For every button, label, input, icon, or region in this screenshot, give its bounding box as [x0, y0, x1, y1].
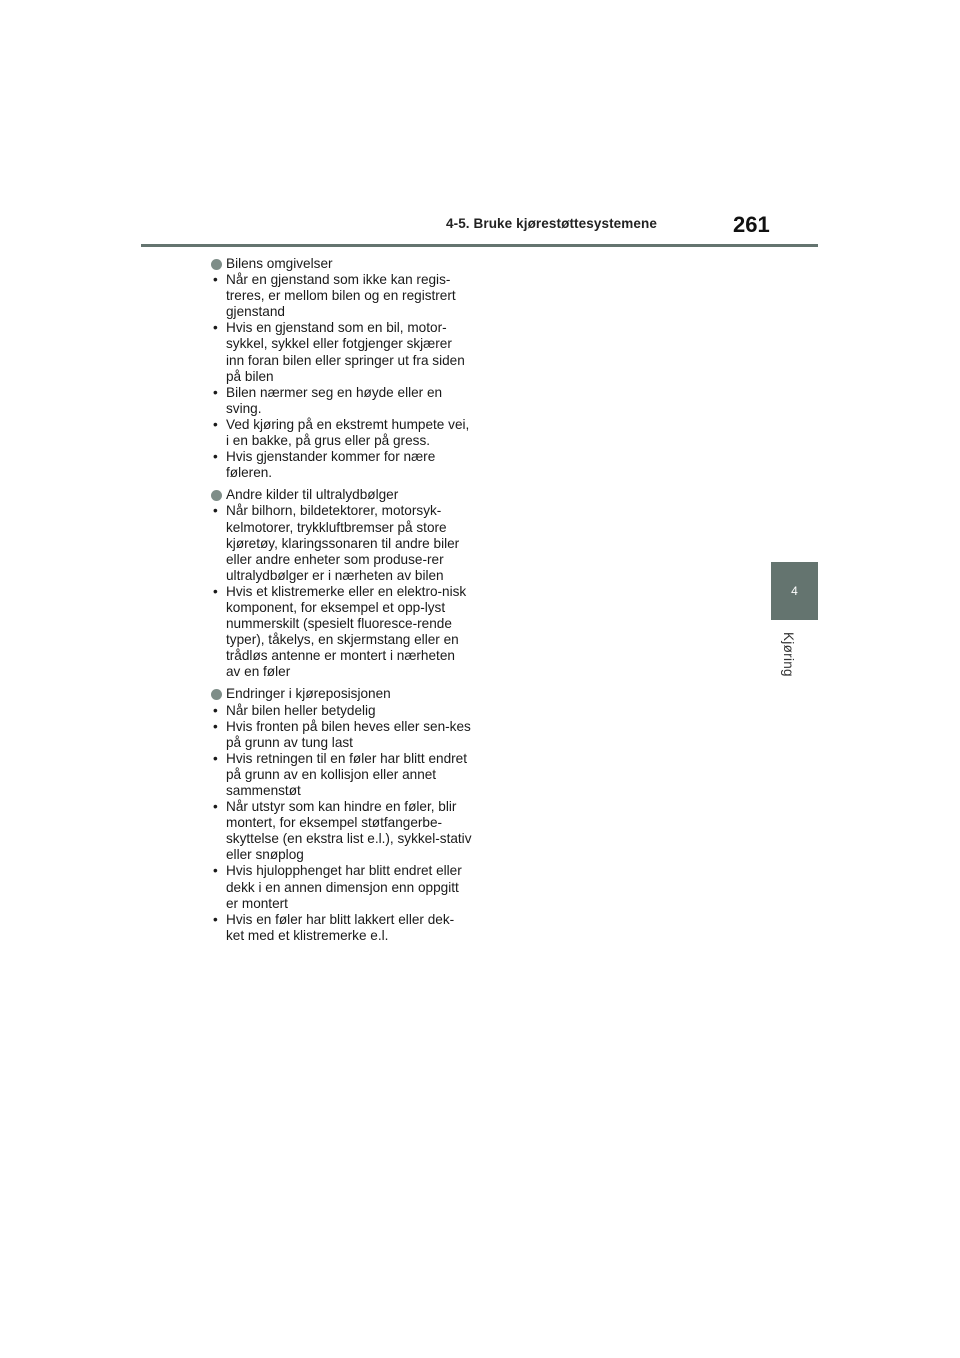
list-item: [210, 503, 472, 583]
bullet-icon: •: [213, 503, 218, 519]
chapter-side-label: Kjøring: [781, 632, 796, 677]
list-item-text: Når utstyr som kan hindre en føler, blir montert, for eksempel støtfangerbe-skyttelse (en ekstra list e.l.), sykkel-stativ eller snøplog: [226, 799, 472, 863]
list-item: [210, 703, 472, 719]
circle-bullet-icon: [211, 259, 222, 270]
group-heading-text: Andre kilder til ultralydbølger: [226, 487, 399, 503]
chapter-tab-number: 4: [791, 584, 798, 598]
list-item-text: Når bilen heller betydelig: [226, 702, 376, 718]
bullet-icon: •: [213, 911, 218, 927]
item-list: [210, 503, 472, 680]
group-surroundings: [210, 256, 472, 481]
list-item-text: Ved kjøring på en ekstremt humpete vei, i en bakke, på grus eller på gress.: [226, 416, 470, 449]
list-item: [210, 272, 472, 320]
group-heading: [210, 487, 472, 503]
bullet-icon: •: [213, 702, 218, 718]
bullet-icon: •: [213, 384, 218, 400]
list-item: [210, 385, 472, 417]
group-heading-text: Bilens omgivelser: [226, 256, 333, 271]
bullet-icon: •: [213, 750, 218, 766]
bullet-icon: •: [213, 718, 218, 734]
list-item-text: Hvis et klistremerke eller en elektro-nisk komponent, for eksempel et opp-lyst nummerskilt (spesielt fluoresce-rende typer), tåkelys, en skjermstang eller en trådløs antenne er montert i nærheten av en føler: [226, 583, 467, 680]
list-item: [210, 584, 472, 681]
bullet-icon: •: [213, 863, 218, 879]
content-column: [210, 256, 472, 950]
group-driving-position: [210, 686, 472, 944]
list-item: [210, 912, 472, 944]
item-list: [210, 272, 472, 481]
list-item-text: Hvis retningen til en føler har blitt endret på grunn av en kollisjon eller annet sammenstøt: [226, 750, 468, 798]
bullet-icon: •: [213, 272, 218, 288]
bullet-icon: •: [213, 583, 218, 599]
list-item: [210, 863, 472, 911]
list-item-text: Når en gjenstand som ikke kan regis-treres, er mellom bilen og en registrert gjenstand: [226, 272, 456, 320]
bullet-icon: •: [213, 799, 218, 815]
list-item: [210, 449, 472, 481]
page-number: 261: [733, 212, 770, 237]
list-item: [210, 799, 472, 863]
bullet-icon: •: [213, 449, 218, 465]
list-item-text: Hvis en gjenstand som en bil, motor-sykkel, sykkel eller fotgjenger skjærer inn foran bilen eller springer ut fra siden på bilen: [226, 320, 465, 384]
list-item-text: Hvis hjulopphenget har blitt endret eller dekk i en annen dimensjon enn oppgitt er montert: [226, 863, 462, 911]
list-item-text: Hvis fronten på bilen heves eller sen-kes på grunn av tung last: [226, 718, 471, 750]
item-list: [210, 703, 472, 944]
circle-bullet-icon: [211, 490, 222, 501]
group-heading-text: Endringer i kjøreposisjonen: [226, 686, 391, 702]
list-item: [210, 751, 472, 799]
list-item: [210, 719, 472, 751]
group-heading: [210, 686, 472, 702]
chapter-tab: [771, 562, 818, 620]
header-section-title: 4-5. Bruke kjørestøttesystemene: [446, 216, 657, 231]
list-item-text: Bilen nærmer seg en høyde eller en sving.: [226, 384, 443, 416]
group-ultrasound-sources: [210, 487, 472, 680]
bullet-icon: •: [213, 320, 218, 336]
group-heading: [210, 256, 472, 272]
bullet-icon: •: [213, 416, 218, 432]
list-item-text: Når bilhorn, bildetektorer, motorsyk-kelmotorer, trykkluftbremser på store kjøretøy, klaringssonaren til andre biler eller andre enheter som produse-rer ultralydbølger er i nærheten av bilen: [226, 503, 460, 583]
list-item-text: Hvis gjenstander kommer for nære føleren.: [226, 449, 436, 481]
list-item-text: Hvis en føler har blitt lakkert eller dek-ket med et klistremerke e.l.: [226, 911, 455, 943]
list-item: [210, 417, 472, 449]
circle-bullet-icon: [211, 689, 222, 700]
list-item: [210, 320, 472, 384]
header-rule: [141, 244, 818, 247]
